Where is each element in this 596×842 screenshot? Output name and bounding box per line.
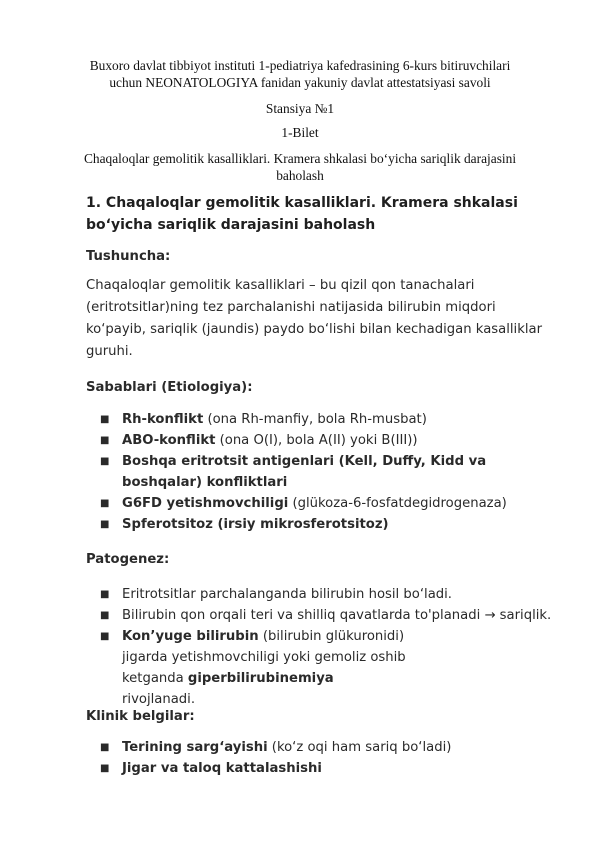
ticket-label: 1-Bilet bbox=[281, 125, 319, 140]
cause-name: G6FD yetishmovchiligi bbox=[122, 496, 289, 511]
list-item bbox=[86, 605, 556, 626]
bullet-icon: ■ bbox=[100, 519, 110, 530]
page-title: 1. Chaqaloqlar gemolitik kasalliklari. Kramera shkalasi bo‘yicha sariqlik darajasini baholash bbox=[86, 195, 518, 233]
bullet-icon: ■ bbox=[100, 610, 110, 621]
list-item bbox=[86, 626, 556, 710]
pathogenesis-list bbox=[86, 584, 556, 710]
cause-name: Boshqa eritrotsit antigenlari (Kell, Duffy, Kidd va boshqalar) konfliktlari bbox=[122, 454, 487, 490]
cause-detail: (ona Rh-manfiy, bola Rh-musbat) bbox=[203, 412, 427, 427]
bullet-icon: ■ bbox=[100, 742, 110, 753]
pathogenesis-term: giperbilirubinemiya bbox=[187, 671, 334, 686]
cause-name: ABO-konflikt bbox=[122, 433, 216, 448]
clinical-detail: (ko‘z oqi ham sariq bo‘ladi) bbox=[267, 740, 452, 755]
bullet-icon: ■ bbox=[100, 631, 110, 642]
course-line: uchun NEONATOLOGIYA fanidan yakuniy davlat attestatsiyasi savoli bbox=[109, 75, 491, 90]
list-item bbox=[86, 430, 556, 451]
pathogenesis-heading: Patogenez: bbox=[86, 552, 170, 567]
clinical-sign: Jigar va taloq kattalashishi bbox=[122, 761, 322, 776]
bullet-icon: ■ bbox=[100, 414, 110, 425]
list-item bbox=[86, 584, 556, 605]
list-item bbox=[86, 451, 556, 493]
bullet-icon: ■ bbox=[100, 763, 110, 774]
pathogenesis-term: Kon’yuge bilirubin bbox=[122, 629, 259, 644]
causes-heading: Sabablari (Etiologiya): bbox=[86, 380, 253, 395]
question-line-1: Chaqaloqlar gemolitik kasalliklari. Kramera shkalasi bo‘yicha sariqlik darajasini bbox=[83, 151, 517, 166]
pathogenesis-text: (bilirubin glükuronidi) jigarda yetishmovchiligi yoki gemoliz oshib ketganda bbox=[122, 629, 406, 686]
bullet-icon: ■ bbox=[100, 435, 110, 446]
concept-text: Chaqaloqlar gemolitik kasalliklari – bu qizil qon tanachalari (eritrotsitlar)ning tez parchalanishi natijasida bilirubin miqdori ko‘payib, sariqlik (jaundis) paydo bo‘lishi bilan kechadigan kasalliklar guruhi. bbox=[86, 278, 543, 359]
pathogenesis-text: Eritrotsitlar parchalanganda bilirubin hosil bo‘ladi. bbox=[122, 587, 453, 602]
causes-list bbox=[86, 409, 556, 535]
list-item bbox=[86, 514, 556, 535]
list-item bbox=[86, 737, 556, 758]
clinical-sign: Terining sarg‘ayishi bbox=[122, 740, 268, 755]
bullet-icon: ■ bbox=[100, 456, 110, 467]
cause-name: Rh-konflikt bbox=[122, 412, 204, 427]
institute-line: Buxoro davlat tibbiyot instituti 1-pediatriya kafedrasining 6-kurs bitiruvchilari bbox=[89, 58, 511, 73]
clinical-list bbox=[86, 737, 556, 779]
bullet-icon: ■ bbox=[100, 498, 110, 509]
station-label: Stansiya №1 bbox=[265, 101, 335, 116]
bullet-icon: ■ bbox=[100, 589, 110, 600]
question-line-2: baholash bbox=[276, 168, 324, 183]
cause-detail: (glükoza-6-fosfatdegidrogenaza) bbox=[288, 496, 507, 511]
list-item bbox=[86, 493, 556, 514]
concept-heading: Tushuncha: bbox=[86, 249, 171, 264]
list-item bbox=[86, 409, 556, 430]
list-item bbox=[86, 758, 556, 779]
pathogenesis-text: Bilirubin qon orqali teri va shilliq qavatlarda to'planadi → sariqlik. bbox=[122, 608, 552, 623]
clinical-heading: Klinik belgilar: bbox=[86, 709, 195, 724]
cause-name: Spferotsitoz (irsiy mikrosferotsitoz) bbox=[122, 517, 389, 532]
pathogenesis-text: rivojlanadi. bbox=[122, 692, 196, 707]
cause-detail: (ona O(I), bola A(II) yoki B(III)) bbox=[215, 433, 418, 448]
